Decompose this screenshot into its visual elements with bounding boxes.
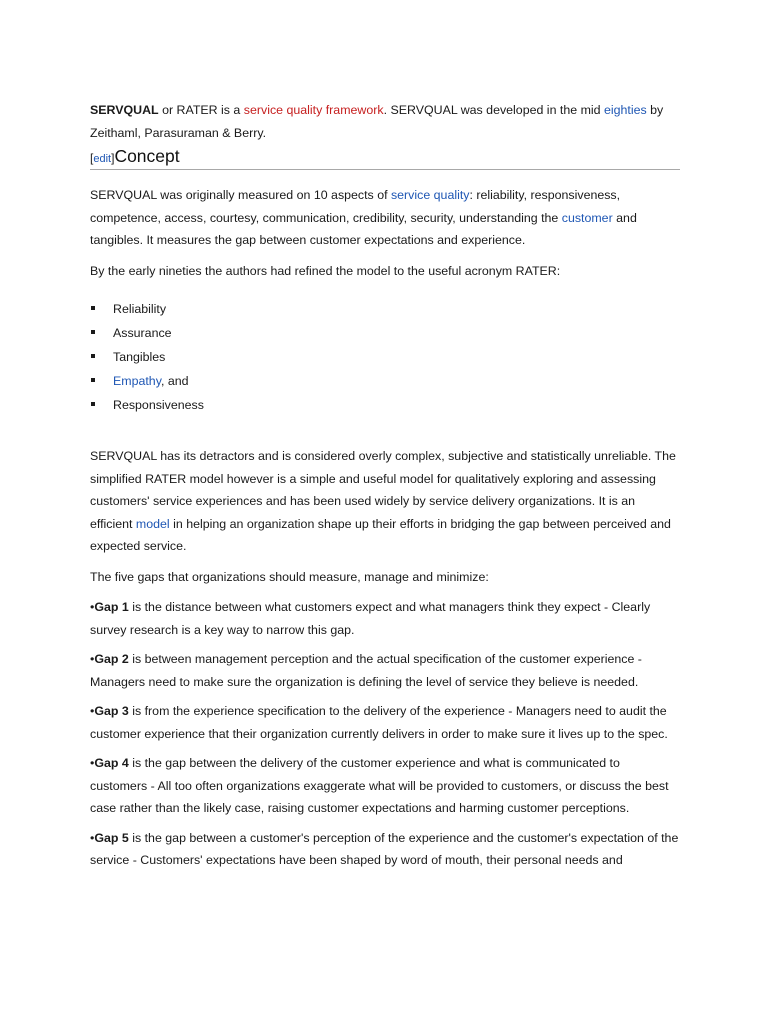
service-quality-framework-link[interactable]: service quality framework bbox=[243, 103, 384, 117]
bullet-square bbox=[91, 402, 95, 406]
gap-paragraph-3: •Gap 3 is from the experience specification to the delivery of the experience - Managers need to audit the customer experience that their organization currently delivers in order to make sure it lives up to the spec. bbox=[90, 704, 668, 741]
gap-paragraph-2: •Gap 2 is between management perception and the actual specification of the customer experience - Managers need to make sure the organization is defining the level of service they believe is needed. bbox=[90, 652, 642, 689]
gap-paragraph-4: •Gap 4 is the gap between the delivery of the customer experience and what is communicated to customers - All too often organizations exaggerate what will be provided to customers, or discuss the best case rather than the likely case, raising customer expectations and harming customer perceptions. bbox=[90, 756, 669, 815]
detractors-paragraph: SERVQUAL has its detractors and is considered overly complex, subjective and statistically unreliable. The simplified RATER model however is a simple and useful model for qualitatively exploring and assessing customers' service experiences and has been used widely by service delivery organizations. It is an efficient model in helping an organization shape up their efforts in bridging the gap between perceived and expected service. bbox=[90, 449, 676, 553]
bullet-square bbox=[91, 306, 95, 310]
section-title: Concept bbox=[114, 146, 180, 166]
edit-section-link[interactable]: edit bbox=[93, 153, 112, 165]
bullet-square bbox=[91, 378, 95, 382]
eighties-link[interactable]: eighties bbox=[603, 103, 647, 117]
list-item: Empathy, and bbox=[90, 369, 680, 393]
bullet-square bbox=[91, 330, 95, 334]
bullet-square bbox=[91, 354, 95, 358]
article-body bbox=[90, 99, 680, 879]
section-heading-concept: [ edit ] Concept bbox=[90, 146, 680, 170]
service-quality-link[interactable]: service quality bbox=[390, 188, 470, 202]
model-link[interactable]: model bbox=[135, 516, 170, 531]
servqual-term: SERVQUAL bbox=[90, 103, 159, 117]
empathy-link[interactable]: Empathy bbox=[113, 374, 161, 388]
rater-intro-paragraph: By the early nineties the authors had refined the model to the useful acronym RATER: bbox=[90, 263, 561, 278]
intro-paragraph: SERVQUAL or RATER is a service quality framework. SERVQUAL was developed in the mid eighties by Zeithaml, Parasuraman & Berry. bbox=[90, 103, 664, 140]
rater-list bbox=[90, 297, 680, 417]
gap-paragraph-1: •Gap 1 is the distance between what customers expect and what managers think they expect - Clearly survey research is a key way to narrow this gap. bbox=[90, 600, 651, 637]
list-item: Reliability bbox=[90, 297, 680, 321]
list-item: Assurance bbox=[90, 321, 680, 345]
five-gaps-intro: The five gaps that organizations should measure, manage and minimize: bbox=[90, 569, 489, 584]
list-item: Tangibles bbox=[90, 345, 680, 369]
customer-link[interactable]: customer bbox=[561, 210, 613, 225]
list-item: Responsiveness bbox=[90, 393, 680, 417]
gap-paragraph-5: •Gap 5 is the gap between a customer's perception of the experience and the customer's expectation of the service - Customers' expectations have been shaped by word of mouth, their personal needs and bbox=[90, 830, 679, 867]
concept-paragraph: SERVQUAL was originally measured on 10 aspects of service quality: reliability, responsiveness, competence, access, courtesy, communication, credibility, security, understanding the customer and tangibles. It measures the gap between customer expectations and experience. bbox=[90, 188, 637, 247]
